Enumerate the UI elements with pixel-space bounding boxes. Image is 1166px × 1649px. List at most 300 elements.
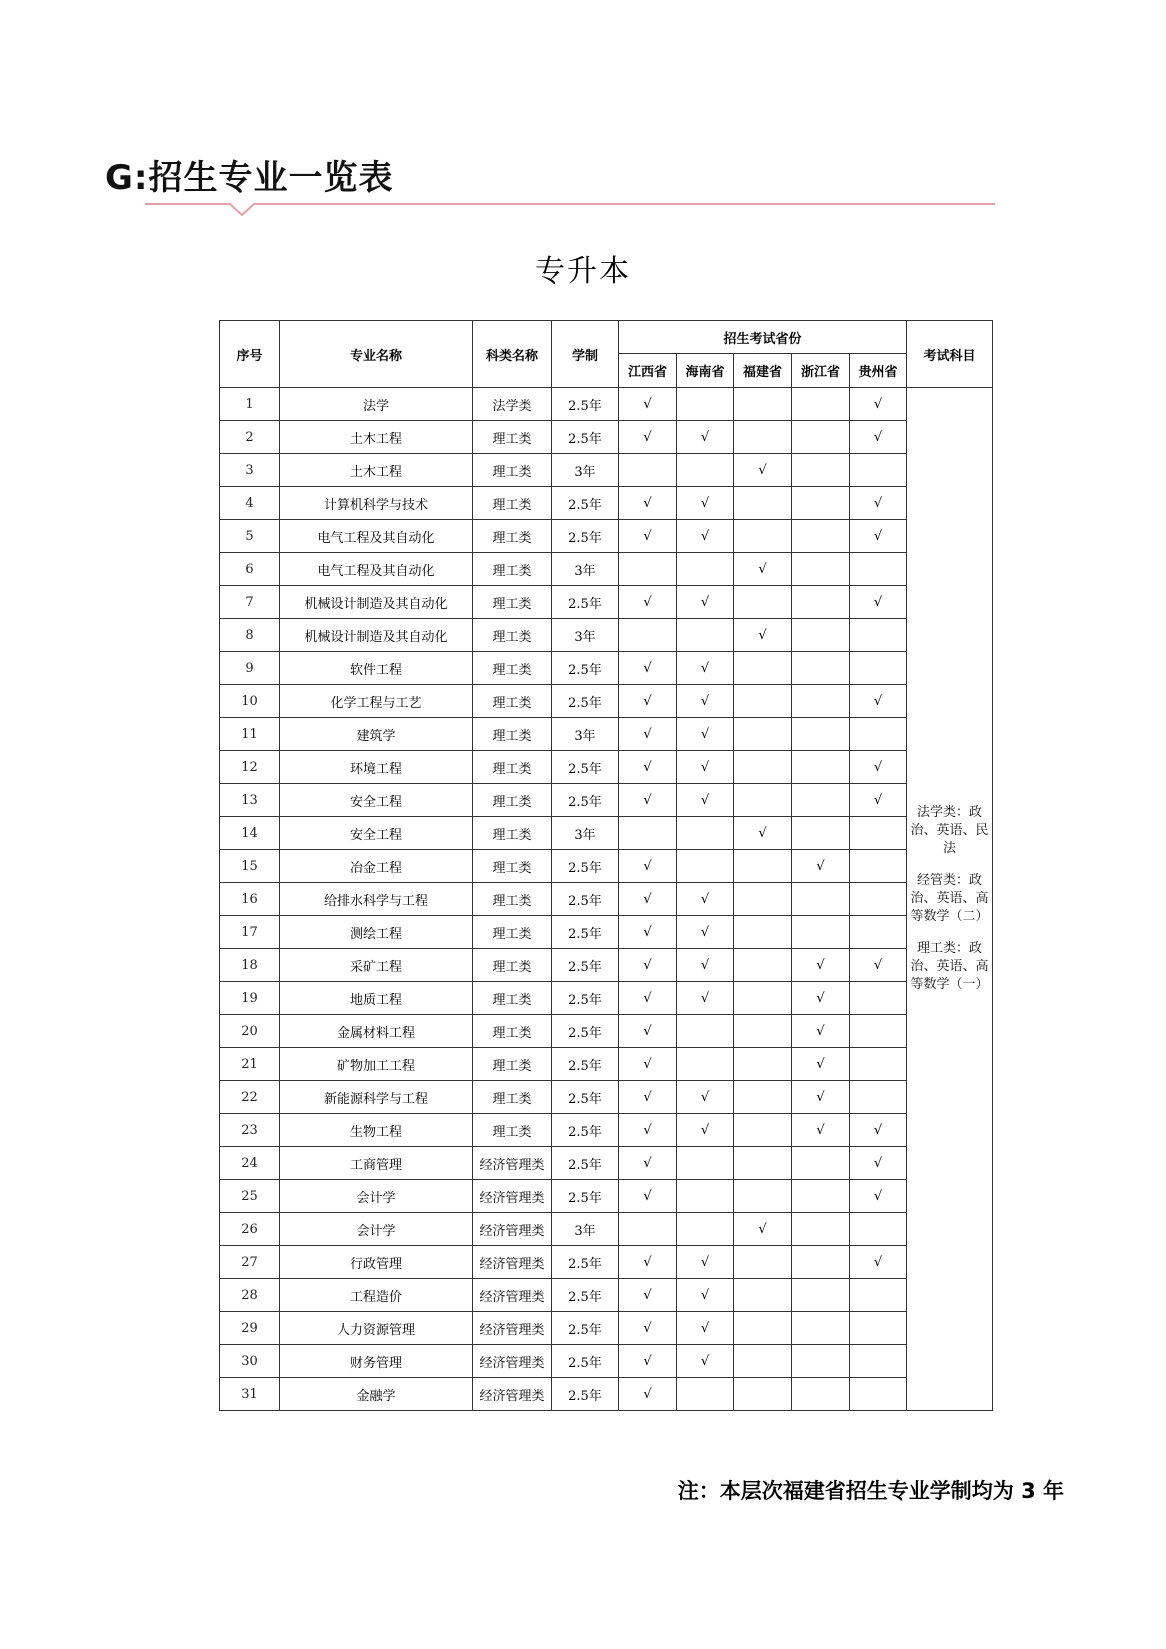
majors-table bbox=[219, 320, 993, 1411]
row-duration: 2.5年 bbox=[552, 1048, 619, 1081]
row-province-mark: √ bbox=[619, 1147, 677, 1180]
row-province-mark: √ bbox=[619, 1048, 677, 1081]
row-province-mark bbox=[677, 817, 734, 850]
exam-subjects-cell bbox=[907, 388, 993, 1411]
row-duration: 3年 bbox=[552, 817, 619, 850]
row-province-mark: √ bbox=[619, 1378, 677, 1411]
row-province-mark bbox=[792, 817, 850, 850]
row-province-mark bbox=[850, 1378, 907, 1411]
row-province-mark bbox=[734, 1246, 792, 1279]
row-province-mark bbox=[619, 1213, 677, 1246]
row-index: 19 bbox=[220, 982, 280, 1015]
table-row bbox=[220, 850, 993, 883]
row-province-mark bbox=[619, 454, 677, 487]
row-province-mark bbox=[792, 454, 850, 487]
row-category: 理工类 bbox=[473, 883, 552, 916]
row-category: 理工类 bbox=[473, 916, 552, 949]
header-exam-subjects: 考试科目 bbox=[907, 321, 993, 388]
row-province-mark: √ bbox=[619, 718, 677, 751]
row-duration: 2.5年 bbox=[552, 850, 619, 883]
table-row bbox=[220, 388, 993, 421]
row-province-mark bbox=[734, 949, 792, 982]
row-category: 理工类 bbox=[473, 817, 552, 850]
row-province-mark bbox=[792, 916, 850, 949]
row-province-mark bbox=[677, 1015, 734, 1048]
row-major: 工程造价 bbox=[280, 1279, 473, 1312]
row-major: 安全工程 bbox=[280, 784, 473, 817]
row-province-mark: √ bbox=[677, 982, 734, 1015]
row-province-mark: √ bbox=[850, 487, 907, 520]
row-province-mark bbox=[734, 1081, 792, 1114]
table-row bbox=[220, 1048, 993, 1081]
row-province-mark bbox=[792, 619, 850, 652]
row-province-mark: √ bbox=[619, 1312, 677, 1345]
row-major: 测绘工程 bbox=[280, 916, 473, 949]
row-index: 31 bbox=[220, 1378, 280, 1411]
row-duration: 2.5年 bbox=[552, 1015, 619, 1048]
row-province-mark: √ bbox=[734, 553, 792, 586]
row-category: 经济管理类 bbox=[473, 1345, 552, 1378]
row-category: 经济管理类 bbox=[473, 1279, 552, 1312]
row-duration: 3年 bbox=[552, 619, 619, 652]
row-province-mark bbox=[792, 652, 850, 685]
row-province-mark: √ bbox=[619, 751, 677, 784]
row-index: 10 bbox=[220, 685, 280, 718]
row-province-mark bbox=[677, 388, 734, 421]
row-province-mark bbox=[677, 1147, 734, 1180]
page-heading: G:招生专业一览表 bbox=[105, 158, 394, 198]
row-major: 机械设计制造及其自动化 bbox=[280, 586, 473, 619]
row-category: 理工类 bbox=[473, 421, 552, 454]
row-duration: 2.5年 bbox=[552, 949, 619, 982]
row-province-mark bbox=[792, 1279, 850, 1312]
row-duration: 2.5年 bbox=[552, 487, 619, 520]
row-province-mark: √ bbox=[792, 1114, 850, 1147]
row-province-mark bbox=[792, 421, 850, 454]
row-category: 理工类 bbox=[473, 685, 552, 718]
row-province-mark: √ bbox=[619, 388, 677, 421]
row-province-mark: √ bbox=[619, 1279, 677, 1312]
row-duration: 2.5年 bbox=[552, 652, 619, 685]
row-index: 1 bbox=[220, 388, 280, 421]
row-index: 30 bbox=[220, 1345, 280, 1378]
row-duration: 2.5年 bbox=[552, 1081, 619, 1114]
row-province-mark: √ bbox=[734, 454, 792, 487]
table-row bbox=[220, 520, 993, 553]
row-province-mark bbox=[850, 982, 907, 1015]
row-major: 行政管理 bbox=[280, 1246, 473, 1279]
row-province-mark: √ bbox=[677, 883, 734, 916]
row-province-mark: √ bbox=[850, 949, 907, 982]
row-category: 理工类 bbox=[473, 553, 552, 586]
row-duration: 2.5年 bbox=[552, 1114, 619, 1147]
row-province-mark: √ bbox=[792, 1015, 850, 1048]
row-province-mark: √ bbox=[619, 1114, 677, 1147]
header-category: 科类名称 bbox=[473, 321, 552, 388]
row-duration: 2.5年 bbox=[552, 1180, 619, 1213]
row-major: 地质工程 bbox=[280, 982, 473, 1015]
row-duration: 3年 bbox=[552, 1213, 619, 1246]
row-province-mark bbox=[850, 883, 907, 916]
row-province-mark bbox=[734, 784, 792, 817]
header-province: 浙江省 bbox=[792, 354, 850, 388]
table-row bbox=[220, 652, 993, 685]
row-category: 经济管理类 bbox=[473, 1147, 552, 1180]
row-province-mark bbox=[792, 553, 850, 586]
row-province-mark: √ bbox=[677, 586, 734, 619]
row-category: 理工类 bbox=[473, 982, 552, 1015]
row-province-mark bbox=[734, 1114, 792, 1147]
row-province-mark bbox=[677, 553, 734, 586]
row-province-mark: √ bbox=[850, 1180, 907, 1213]
row-province-mark bbox=[677, 619, 734, 652]
row-duration: 2.5年 bbox=[552, 421, 619, 454]
row-category: 理工类 bbox=[473, 487, 552, 520]
row-province-mark bbox=[850, 1345, 907, 1378]
row-province-mark bbox=[850, 850, 907, 883]
table-row bbox=[220, 553, 993, 586]
row-province-mark: √ bbox=[850, 421, 907, 454]
row-province-mark: √ bbox=[677, 487, 734, 520]
row-province-mark: √ bbox=[850, 685, 907, 718]
row-duration: 2.5年 bbox=[552, 1378, 619, 1411]
row-major: 矿物加工工程 bbox=[280, 1048, 473, 1081]
table-row bbox=[220, 718, 993, 751]
row-province-mark bbox=[677, 850, 734, 883]
row-duration: 2.5年 bbox=[552, 520, 619, 553]
row-province-mark bbox=[792, 718, 850, 751]
row-index: 11 bbox=[220, 718, 280, 751]
table-row bbox=[220, 817, 993, 850]
row-province-mark bbox=[734, 916, 792, 949]
row-province-mark bbox=[792, 784, 850, 817]
row-province-mark: √ bbox=[677, 421, 734, 454]
row-index: 20 bbox=[220, 1015, 280, 1048]
table-row bbox=[220, 454, 993, 487]
row-province-mark: √ bbox=[792, 982, 850, 1015]
row-province-mark bbox=[619, 817, 677, 850]
row-major: 人力资源管理 bbox=[280, 1312, 473, 1345]
row-major: 机械设计制造及其自动化 bbox=[280, 619, 473, 652]
row-category: 经济管理类 bbox=[473, 1180, 552, 1213]
header-major: 专业名称 bbox=[280, 321, 473, 388]
row-province-mark bbox=[734, 751, 792, 784]
row-index: 29 bbox=[220, 1312, 280, 1345]
row-category: 法学类 bbox=[473, 388, 552, 421]
row-province-mark bbox=[734, 1147, 792, 1180]
row-province-mark bbox=[734, 1312, 792, 1345]
row-index: 24 bbox=[220, 1147, 280, 1180]
row-province-mark bbox=[619, 619, 677, 652]
exam-subject-text: 法学类：政治、英语、民法 bbox=[910, 805, 989, 856]
row-category: 理工类 bbox=[473, 520, 552, 553]
table-row bbox=[220, 1345, 993, 1378]
row-province-mark bbox=[850, 1081, 907, 1114]
row-major: 软件工程 bbox=[280, 652, 473, 685]
row-province-mark bbox=[850, 454, 907, 487]
row-duration: 2.5年 bbox=[552, 1279, 619, 1312]
section-subtitle: 专升本 bbox=[535, 254, 631, 289]
table-row bbox=[220, 421, 993, 454]
row-province-mark bbox=[734, 487, 792, 520]
row-province-mark: √ bbox=[734, 619, 792, 652]
header-province: 贵州省 bbox=[850, 354, 907, 388]
header-province: 海南省 bbox=[677, 354, 734, 388]
row-province-mark bbox=[792, 1312, 850, 1345]
row-province-mark bbox=[850, 553, 907, 586]
row-category: 经济管理类 bbox=[473, 1378, 552, 1411]
row-province-mark bbox=[792, 1147, 850, 1180]
row-index: 27 bbox=[220, 1246, 280, 1279]
exam-subject-text: 理工类：政治、英语、高等数学（一） bbox=[910, 941, 989, 992]
row-province-mark bbox=[792, 1345, 850, 1378]
row-province-mark: √ bbox=[619, 1081, 677, 1114]
row-province-mark bbox=[734, 1048, 792, 1081]
row-province-mark: √ bbox=[677, 1312, 734, 1345]
row-province-mark: √ bbox=[619, 1345, 677, 1378]
row-province-mark bbox=[792, 520, 850, 553]
table-row bbox=[220, 949, 993, 982]
row-category: 经济管理类 bbox=[473, 1213, 552, 1246]
row-province-mark bbox=[677, 1213, 734, 1246]
row-province-mark bbox=[677, 1378, 734, 1411]
table-row bbox=[220, 586, 993, 619]
row-duration: 2.5年 bbox=[552, 916, 619, 949]
row-major: 新能源科学与工程 bbox=[280, 1081, 473, 1114]
row-province-mark bbox=[619, 553, 677, 586]
row-index: 5 bbox=[220, 520, 280, 553]
row-major: 给排水科学与工程 bbox=[280, 883, 473, 916]
row-province-mark bbox=[734, 388, 792, 421]
row-province-mark: √ bbox=[619, 883, 677, 916]
row-duration: 2.5年 bbox=[552, 1246, 619, 1279]
row-major: 金融学 bbox=[280, 1378, 473, 1411]
row-category: 理工类 bbox=[473, 1081, 552, 1114]
table-row bbox=[220, 685, 993, 718]
row-index: 18 bbox=[220, 949, 280, 982]
row-major: 金属材料工程 bbox=[280, 1015, 473, 1048]
row-major: 财务管理 bbox=[280, 1345, 473, 1378]
row-duration: 2.5年 bbox=[552, 388, 619, 421]
row-province-mark: √ bbox=[619, 487, 677, 520]
row-province-mark bbox=[734, 982, 792, 1015]
row-province-mark bbox=[734, 883, 792, 916]
row-province-mark bbox=[734, 421, 792, 454]
table-row bbox=[220, 1180, 993, 1213]
row-province-mark: √ bbox=[677, 685, 734, 718]
row-province-mark: √ bbox=[850, 1246, 907, 1279]
row-province-mark: √ bbox=[677, 1246, 734, 1279]
header-provinces-group: 招生考试省份 bbox=[619, 321, 907, 354]
row-province-mark bbox=[850, 652, 907, 685]
row-province-mark bbox=[734, 850, 792, 883]
row-province-mark bbox=[850, 1048, 907, 1081]
row-duration: 2.5年 bbox=[552, 883, 619, 916]
row-category: 理工类 bbox=[473, 454, 552, 487]
row-index: 4 bbox=[220, 487, 280, 520]
row-duration: 3年 bbox=[552, 718, 619, 751]
table-row bbox=[220, 487, 993, 520]
row-duration: 2.5年 bbox=[552, 784, 619, 817]
row-index: 3 bbox=[220, 454, 280, 487]
row-province-mark bbox=[734, 652, 792, 685]
row-category: 理工类 bbox=[473, 850, 552, 883]
row-province-mark bbox=[734, 1279, 792, 1312]
row-province-mark bbox=[850, 916, 907, 949]
table-row bbox=[220, 784, 993, 817]
row-major: 会计学 bbox=[280, 1180, 473, 1213]
exam-subject-text: 经管类：政治、英语、高等数学（二） bbox=[910, 873, 989, 924]
row-category: 理工类 bbox=[473, 949, 552, 982]
row-province-mark: √ bbox=[850, 520, 907, 553]
header-province: 福建省 bbox=[734, 354, 792, 388]
row-index: 6 bbox=[220, 553, 280, 586]
row-province-mark bbox=[792, 883, 850, 916]
row-province-mark: √ bbox=[734, 817, 792, 850]
row-major: 电气工程及其自动化 bbox=[280, 520, 473, 553]
row-province-mark bbox=[850, 1015, 907, 1048]
table-row bbox=[220, 982, 993, 1015]
row-major: 土木工程 bbox=[280, 454, 473, 487]
row-province-mark bbox=[677, 454, 734, 487]
row-province-mark bbox=[792, 388, 850, 421]
row-duration: 3年 bbox=[552, 553, 619, 586]
row-province-mark bbox=[792, 586, 850, 619]
row-index: 13 bbox=[220, 784, 280, 817]
row-index: 23 bbox=[220, 1114, 280, 1147]
row-province-mark: √ bbox=[792, 1048, 850, 1081]
row-duration: 2.5年 bbox=[552, 685, 619, 718]
table-row bbox=[220, 1015, 993, 1048]
header-province: 江西省 bbox=[619, 354, 677, 388]
row-province-mark: √ bbox=[619, 652, 677, 685]
row-province-mark: √ bbox=[792, 1081, 850, 1114]
row-index: 25 bbox=[220, 1180, 280, 1213]
table-row bbox=[220, 619, 993, 652]
row-major: 化学工程与工艺 bbox=[280, 685, 473, 718]
row-index: 2 bbox=[220, 421, 280, 454]
row-province-mark: √ bbox=[850, 1147, 907, 1180]
row-duration: 2.5年 bbox=[552, 1345, 619, 1378]
row-major: 计算机科学与技术 bbox=[280, 487, 473, 520]
row-category: 理工类 bbox=[473, 586, 552, 619]
row-province-mark bbox=[734, 586, 792, 619]
row-major: 环境工程 bbox=[280, 751, 473, 784]
table-row bbox=[220, 1114, 993, 1147]
header-duration: 学制 bbox=[552, 321, 619, 388]
row-province-mark bbox=[850, 1312, 907, 1345]
row-index: 8 bbox=[220, 619, 280, 652]
row-province-mark bbox=[734, 685, 792, 718]
row-duration: 2.5年 bbox=[552, 1312, 619, 1345]
row-province-mark: √ bbox=[850, 388, 907, 421]
row-major: 法学 bbox=[280, 388, 473, 421]
row-province-mark: √ bbox=[850, 586, 907, 619]
row-province-mark bbox=[792, 1180, 850, 1213]
row-province-mark: √ bbox=[619, 949, 677, 982]
row-province-mark bbox=[792, 487, 850, 520]
row-province-mark bbox=[792, 685, 850, 718]
row-province-mark: √ bbox=[677, 1114, 734, 1147]
row-province-mark: √ bbox=[619, 1015, 677, 1048]
row-province-mark: √ bbox=[850, 784, 907, 817]
table-row bbox=[220, 1246, 993, 1279]
footer-note: 注：本层次福建省招生专业学制均为 3 年 bbox=[677, 1479, 1064, 1503]
row-province-mark: √ bbox=[677, 1081, 734, 1114]
row-province-mark: √ bbox=[677, 949, 734, 982]
row-province-mark: √ bbox=[677, 1279, 734, 1312]
row-category: 经济管理类 bbox=[473, 1312, 552, 1345]
row-province-mark: √ bbox=[850, 751, 907, 784]
row-index: 14 bbox=[220, 817, 280, 850]
row-province-mark: √ bbox=[734, 1213, 792, 1246]
row-major: 建筑学 bbox=[280, 718, 473, 751]
table-row bbox=[220, 1378, 993, 1411]
row-province-mark bbox=[792, 1378, 850, 1411]
row-province-mark: √ bbox=[619, 520, 677, 553]
row-province-mark: √ bbox=[677, 652, 734, 685]
row-province-mark bbox=[734, 1345, 792, 1378]
row-province-mark bbox=[734, 1378, 792, 1411]
row-index: 21 bbox=[220, 1048, 280, 1081]
row-province-mark bbox=[734, 1015, 792, 1048]
row-province-mark bbox=[792, 751, 850, 784]
table-row bbox=[220, 1312, 993, 1345]
row-province-mark bbox=[850, 718, 907, 751]
row-province-mark: √ bbox=[619, 421, 677, 454]
row-province-mark bbox=[734, 520, 792, 553]
row-province-mark bbox=[734, 1180, 792, 1213]
row-major: 安全工程 bbox=[280, 817, 473, 850]
row-duration: 2.5年 bbox=[552, 586, 619, 619]
row-index: 17 bbox=[220, 916, 280, 949]
row-province-mark bbox=[677, 1180, 734, 1213]
table-row bbox=[220, 1147, 993, 1180]
row-category: 理工类 bbox=[473, 718, 552, 751]
row-major: 工商管理 bbox=[280, 1147, 473, 1180]
row-category: 理工类 bbox=[473, 652, 552, 685]
row-index: 16 bbox=[220, 883, 280, 916]
row-major: 会计学 bbox=[280, 1213, 473, 1246]
row-index: 15 bbox=[220, 850, 280, 883]
table-body bbox=[220, 388, 993, 1411]
table-row bbox=[220, 751, 993, 784]
row-province-mark: √ bbox=[677, 751, 734, 784]
row-province-mark bbox=[677, 1048, 734, 1081]
heading-divider bbox=[145, 203, 995, 223]
row-province-mark: √ bbox=[792, 850, 850, 883]
row-province-mark bbox=[850, 619, 907, 652]
row-index: 7 bbox=[220, 586, 280, 619]
row-province-mark: √ bbox=[677, 520, 734, 553]
row-major: 土木工程 bbox=[280, 421, 473, 454]
row-category: 经济管理类 bbox=[473, 1246, 552, 1279]
row-duration: 2.5年 bbox=[552, 982, 619, 1015]
row-province-mark bbox=[850, 1213, 907, 1246]
row-province-mark bbox=[734, 718, 792, 751]
table-row bbox=[220, 1081, 993, 1114]
row-category: 理工类 bbox=[473, 1048, 552, 1081]
row-province-mark bbox=[792, 1213, 850, 1246]
row-province-mark: √ bbox=[619, 850, 677, 883]
row-province-mark: √ bbox=[619, 685, 677, 718]
row-province-mark: √ bbox=[619, 784, 677, 817]
row-index: 12 bbox=[220, 751, 280, 784]
row-province-mark: √ bbox=[850, 1114, 907, 1147]
row-index: 28 bbox=[220, 1279, 280, 1312]
row-duration: 2.5年 bbox=[552, 1147, 619, 1180]
row-province-mark bbox=[792, 1246, 850, 1279]
